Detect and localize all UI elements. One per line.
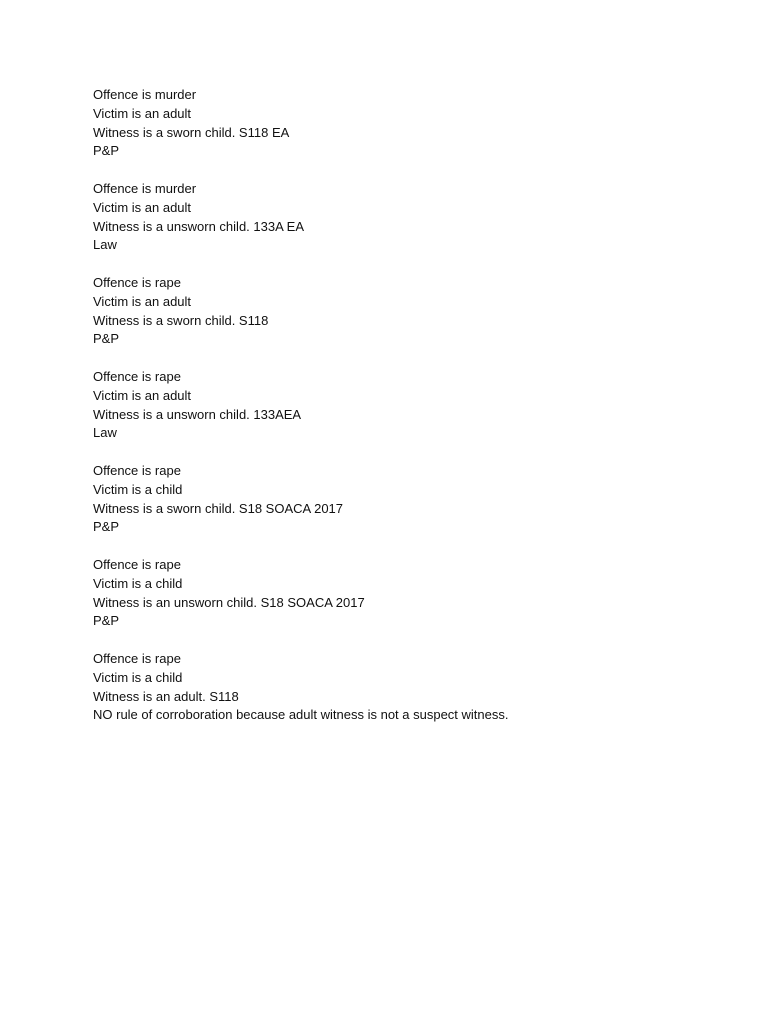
offence-line: Offence is rape <box>93 556 181 572</box>
case-block-1 <box>93 86 733 161</box>
case-block-3 <box>93 274 733 349</box>
victim-line: Victim is a child <box>93 669 183 685</box>
result-line: P&P <box>93 143 120 159</box>
result-line: P&P <box>93 331 120 347</box>
offence-line: Offence is rape <box>93 368 181 384</box>
result-line: NO rule of corroboration because adult witness is not a suspect witness. <box>93 707 509 723</box>
witness-line: Witness is an unsworn child. S18 SOACA 2017 <box>93 594 365 610</box>
witness-line: Witness is a sworn child. S118 <box>93 312 269 328</box>
result-line: Law <box>93 237 117 253</box>
offence-line: Offence is murder <box>93 87 197 102</box>
victim-line: Victim is an adult <box>93 105 192 121</box>
result-line: P&P <box>93 519 120 535</box>
case-block-7 <box>93 650 733 725</box>
witness-line: Witness is a unsworn child. 133A EA <box>93 218 304 234</box>
result-line: Law <box>93 425 117 441</box>
offence-line: Offence is rape <box>93 274 181 290</box>
result-line: P&P <box>93 613 120 629</box>
offence-line: Offence is rape <box>93 650 181 666</box>
witness-line: Witness is a sworn child. S118 EA <box>93 124 290 140</box>
victim-line: Victim is an adult <box>93 293 192 309</box>
case-block-4 <box>93 368 733 443</box>
witness-line: Witness is a sworn child. S18 SOACA 2017 <box>93 500 344 516</box>
document-body <box>93 86 733 744</box>
witness-line: Witness is an adult. S118 <box>93 688 239 704</box>
case-block-2 <box>93 180 733 255</box>
witness-line: Witness is a unsworn child. 133AEA <box>93 406 302 422</box>
offence-line: Offence is rape <box>93 462 181 478</box>
victim-line: Victim is an adult <box>93 199 192 215</box>
case-block-5 <box>93 462 733 537</box>
case-block-6 <box>93 556 733 631</box>
victim-line: Victim is a child <box>93 575 183 591</box>
victim-line: Victim is an adult <box>93 387 192 403</box>
victim-line: Victim is a child <box>93 481 183 497</box>
offence-line: Offence is murder <box>93 180 197 196</box>
